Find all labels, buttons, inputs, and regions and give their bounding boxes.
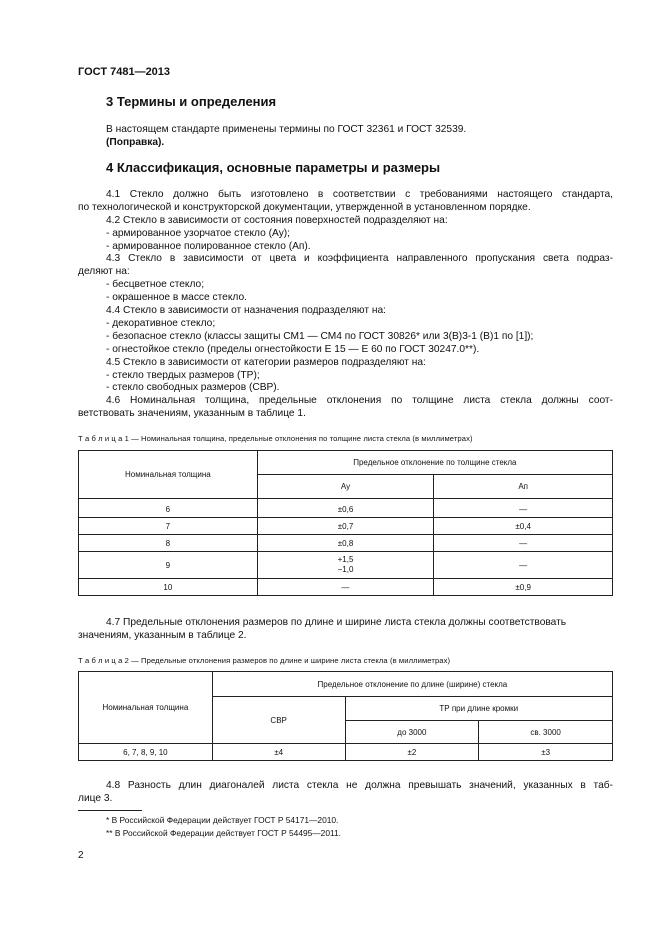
t1-cell-thickness: 7 [79, 518, 258, 535]
t1-header-group: Предельное отклонение по толщине стекла [257, 451, 612, 475]
s4-line-2: 4.2 Стекло в зависимости от состояния поверхностей подразделяют на: [106, 215, 448, 226]
t2-header-over-3000: св. 3000 [479, 721, 613, 744]
t2-cell-over-3000: ±3 [479, 744, 613, 761]
t2-header-group: Предельное отклонение по длине (ширине) стекла [212, 672, 612, 697]
para-4-7-line-2: значениям, указанным в таблице 2. [78, 630, 247, 641]
s4-line-6: деляют на: [78, 266, 130, 277]
footnote-2: ** В Российской Федерации действует ГОСТ Р 54495—2011. [106, 828, 342, 838]
t1-cell-thickness: 6 [79, 503, 258, 518]
t2-header-nominal: Номинальная толщина [79, 672, 213, 744]
t1-header-au: Ау [257, 475, 434, 499]
s4-line-5: 4.3 Стекло в зависимости от цвета и коэффициента направленного пропускания света подраз- [106, 253, 613, 264]
para-4-8-line-2: лице 3. [78, 793, 113, 804]
table-1-caption: Т а б л и ц а 1 — Номинальная толщина, предельные отклонения по толщине листа стекла (в миллиметрах) [78, 434, 473, 443]
s4-line-7: - бесцветное стекло; [106, 279, 205, 290]
t1-cell-au-minus: −1,0 [337, 565, 354, 574]
page-number: 2 [78, 850, 84, 861]
t1-cell-au: ±0,6 [257, 503, 434, 518]
t2-cell-thickness: 6, 7, 8, 9, 10 [79, 744, 213, 761]
t1-cell-au [257, 552, 434, 579]
s4-line-9: 4.4 Стекло в зависимости от назначения подразделяют на: [106, 305, 386, 316]
t2-cell-to-3000: ±2 [345, 744, 479, 761]
table-row [79, 579, 613, 596]
amendment-note: (Поправка). [106, 137, 165, 148]
para-4-7-line-1: 4.7 Предельные отклонения размеров по длине и ширине листа стекла должны соответствовать [106, 617, 567, 628]
table-row [79, 552, 613, 579]
t2-header-tr: ТР при длине кромки [345, 697, 612, 721]
s4-line-10: - декоративное стекло; [106, 318, 216, 329]
t2-cell-svr: ±4 [212, 744, 345, 761]
s4-line-13: 4.5 Стекло в зависимости от категории размеров подразделяют на: [106, 357, 426, 368]
footnote-divider [78, 810, 142, 811]
s4-line-15: - стекло свободных размеров (СВР). [106, 382, 280, 393]
s4-line-14: - стекло твердых размеров (ТР); [106, 370, 260, 381]
t1-cell-au: ±0,7 [257, 518, 434, 535]
table-row [79, 535, 613, 552]
table-row [79, 503, 613, 518]
t1-cell-ap: — [434, 535, 613, 552]
t1-header-nominal: Номинальная толщина [79, 451, 258, 499]
s4-line-1: по технологической и конструкторской документации, утвержденной в установленном порядке. [78, 202, 531, 213]
table-row [79, 744, 613, 761]
para-4-8-line-1: 4.8 Разность длин диагоналей листа стекла не должна превышать значений, указанных в таб- [106, 780, 613, 791]
t1-cell-thickness: 8 [79, 535, 258, 552]
t1-cell-ap: ±0,4 [434, 518, 613, 535]
table-2-caption: Т а б л и ц а 2 — Предельные отклонения размеров по длине и ширине листа стекла (в миллиметрах) [78, 656, 451, 665]
table-1 [78, 450, 613, 596]
t2-header-to-3000: до 3000 [345, 721, 479, 744]
s4-line-0: 4.1 Стекло должно быть изготовлено в соответствии с требованиями настоящего стандарта, [106, 189, 613, 200]
section-4-heading: 4 Классификация, основные параметры и размеры [106, 160, 441, 175]
s4-line-11: - безопасное стекло (классы защиты СМ1 — СМ4 по ГОСТ 30826* или 3(В)3-1 (В)1 по [1]); [106, 331, 534, 342]
s4-line-3: - армированное узорчатое стекло (Ау); [106, 228, 291, 239]
s4-line-17: ветствовать значениям, указанным в таблице 1. [78, 408, 306, 419]
t1-cell-ap: — [434, 552, 613, 579]
document-header: ГОСТ 7481—2013 [78, 66, 171, 78]
s4-line-16: 4.6 Номинальная толщина, предельные отклонения по толщине листа стекла должны соот- [106, 395, 613, 406]
t1-cell-ap: — [434, 503, 613, 518]
t1-header-ap: Ап [434, 475, 613, 499]
t1-cell-au: ±0,8 [257, 535, 434, 552]
s4-line-8: - окрашенное в массе стекло. [106, 292, 247, 303]
section-3-heading: 3 Термины и определения [106, 94, 277, 109]
s4-line-4: - армированное полированное стекло (Ап). [106, 241, 311, 252]
t1-cell-thickness: 9 [79, 552, 258, 579]
t1-cell-au: — [257, 579, 434, 596]
section-3-text: В настоящем стандарте применены термины по ГОСТ 32361 и ГОСТ 32539. [106, 124, 467, 135]
s4-line-12: - огнестойкое стекло (пределы огнестойкости Е 15 — Е 60 по ГОСТ 30247.0**). [106, 344, 480, 355]
t1-cell-ap: ±0,9 [434, 579, 613, 596]
footnote-1: * В Российской Федерации действует ГОСТ Р 54171—2010. [106, 815, 339, 825]
t2-header-svr: СВР [212, 697, 345, 744]
t1-cell-thickness: 10 [79, 579, 258, 596]
t1-cell-au-plus: +1,5 [337, 555, 354, 564]
table-2 [78, 671, 613, 761]
table-row [79, 518, 613, 535]
